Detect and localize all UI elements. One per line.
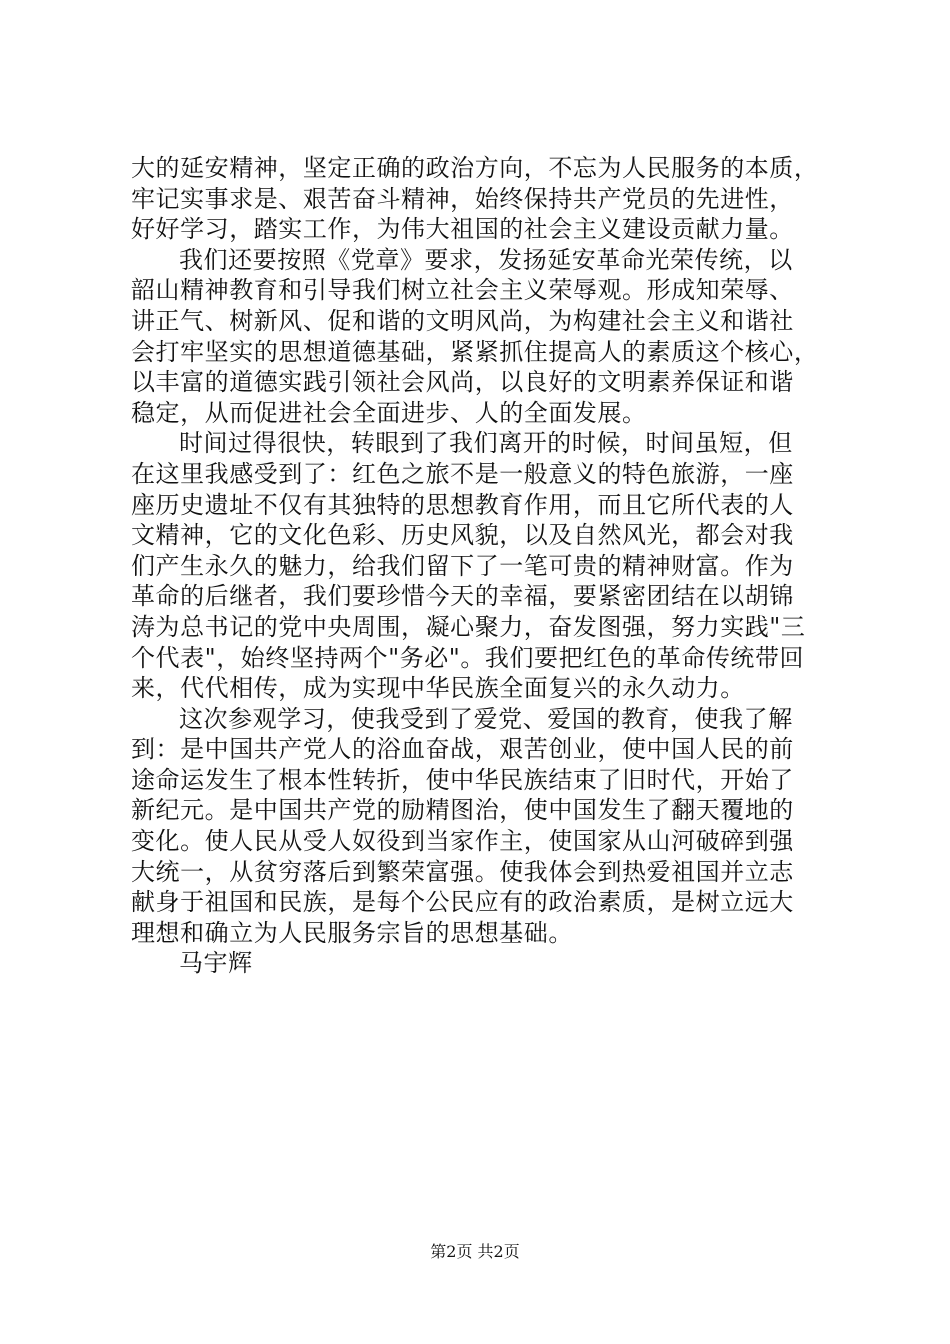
paragraph-line: 理想和确立为人民服务宗旨的思想基础。 (131, 918, 573, 947)
paragraph-line: 稳定，从而促进社会全面进步、人的全面发展。 (131, 398, 647, 427)
paragraph-line: 以丰富的道德实践引领社会风尚，以良好的文明素养保证和谐 (131, 368, 794, 397)
page-footer: 第2页 共2页 (430, 1242, 520, 1261)
paragraph-line: 牢记实事求是、艰苦奋斗精神，始终保持共产党员的先进性， (131, 184, 794, 213)
paragraph-line: 座历史遗址不仅有其独特的思想教育作用，而且它所代表的人 (131, 490, 794, 519)
author-signature: 马宇辉 (179, 949, 253, 978)
paragraph-line: 韶山精神教育和引导我们树立社会主义荣辱观。形成知荣辱、 (131, 276, 794, 305)
paragraph-line: 献身于祖国和民族，是每个公民应有的政治素质，是树立远大 (131, 888, 794, 917)
body-text (131, 153, 837, 979)
paragraph-line: 涛为总书记的党中央周围，凝心聚力，奋发图强，努力实践"三 (131, 612, 806, 641)
paragraph-line: 们产生永久的魅力，给我们留下了一笔可贵的精神财富。作为 (131, 551, 794, 580)
paragraph-line: 变化。使人民从受人奴役到当家作主，使国家从山河破碎到强 (131, 827, 794, 856)
paragraph-line: 大的延安精神，坚定正确的政治方向，不忘为人民服务的本质， (131, 154, 819, 182)
paragraph-line: 个代表"，始终坚持两个"务必"。我们要把红色的革命传统带回 (131, 643, 805, 672)
paragraph-line: 来，代代相传，成为实现中华民族全面复兴的永久动力。 (131, 674, 745, 703)
paragraph-line: 时间过得很快，转眼到了我们离开的时候，时间虽短，但 (179, 429, 793, 458)
paragraph-line: 会打牢坚实的思想道德基础，紧紧抓住提高人的素质这个核心， (131, 337, 819, 366)
paragraph-line: 我们还要按照《党章》要求，发扬延安革命光荣传统，以 (179, 245, 793, 274)
paragraph-line: 革命的后继者，我们要珍惜今天的幸福，要紧密团结在以胡锦 (131, 582, 794, 611)
paragraph-line: 在这里我感受到了：红色之旅不是一般意义的特色旅游，一座 (131, 459, 794, 488)
paragraph-line: 这次参观学习，使我受到了爱党、爱国的教育，使我了解 (179, 704, 793, 733)
paragraph-line: 文精神，它的文化色彩、历史风貌，以及自然风光，都会对我 (131, 521, 794, 550)
paragraph-line: 讲正气、树新风、促和谐的文明风尚，为构建社会主义和谐社 (131, 306, 794, 335)
paragraph-line: 新纪元。是中国共产党的励精图治，使中国发生了翻天覆地的 (131, 796, 794, 825)
paragraph-line: 途命运发生了根本性转折，使中华民族结束了旧时代，开始了 (131, 765, 794, 794)
paragraph-line: 到：是中国共产党人的浴血奋战，艰苦创业，使中国人民的前 (131, 735, 794, 764)
paragraph-line: 大统一，从贫穷落后到繁荣富强。使我体会到热爱祖国并立志 (131, 857, 794, 886)
paragraph-line: 好好学习，踏实工作，为伟大祖国的社会主义建设贡献力量。 (131, 215, 794, 244)
